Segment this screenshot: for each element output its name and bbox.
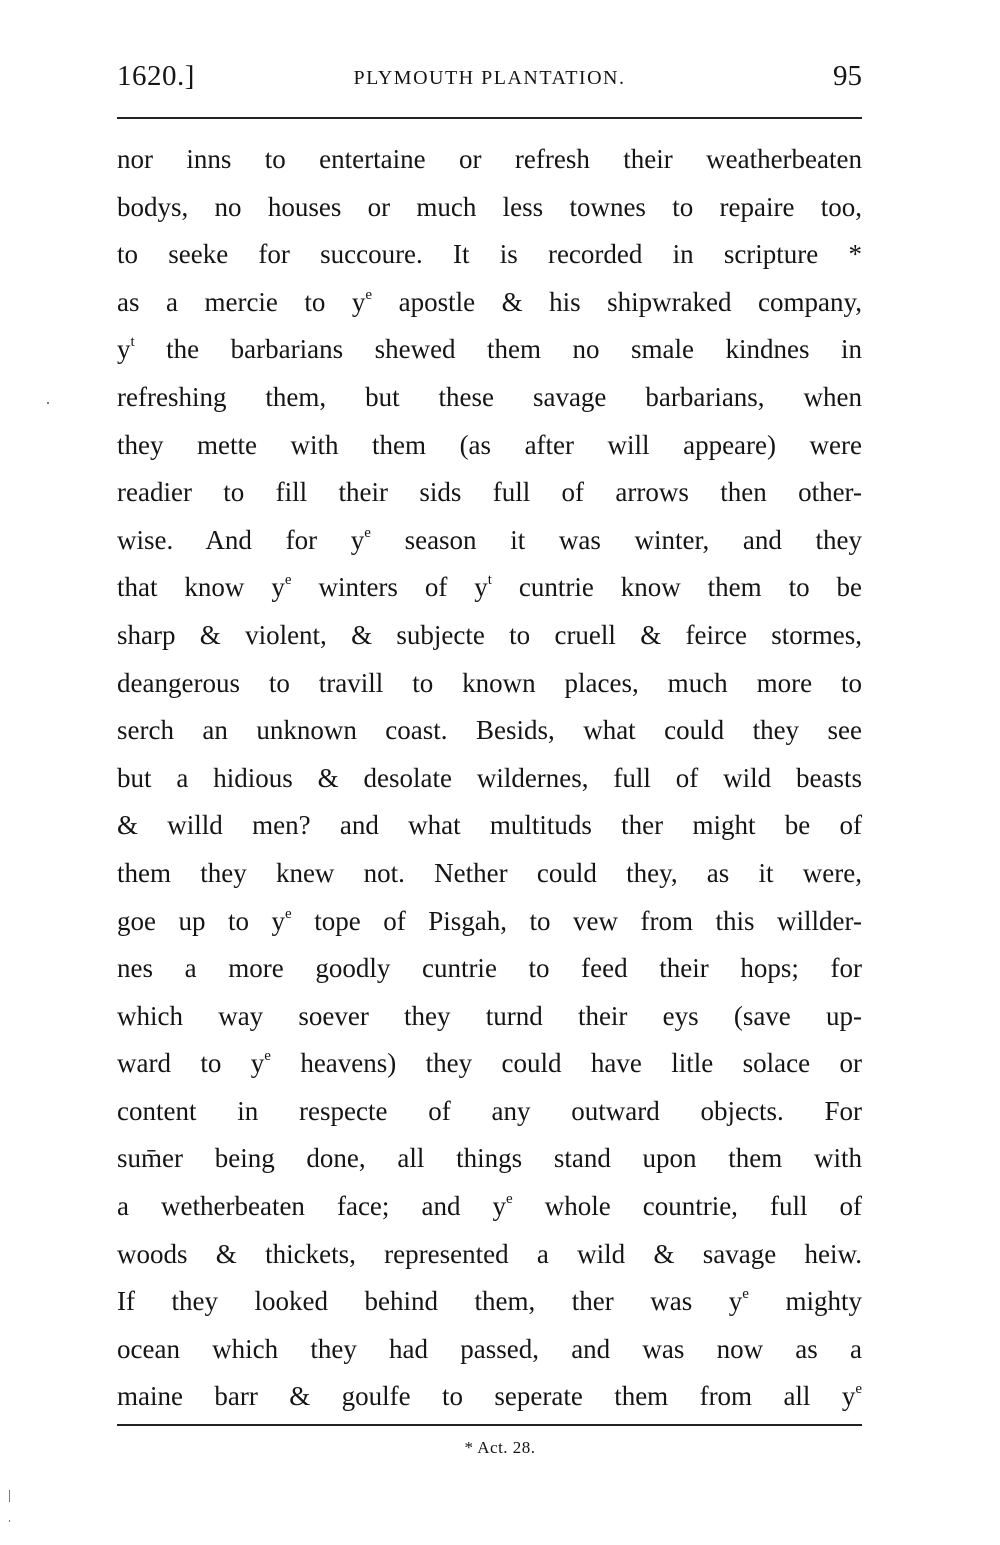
text-segment: & willd men? and what multituds ther might be of [117,810,862,841]
text-segment: they mette with them (as after will appeare) were [117,429,862,460]
text-segment: which way soever they turnd their eys (save up- [117,1000,862,1031]
text-line [117,1231,862,1279]
text-segment: sharp & violent, & subjecte to cruell & feirce stormes, [117,619,862,650]
text-segment: ocean which they had passed, and was now as a [117,1333,862,1364]
text-line [117,136,862,184]
text-segment: the barbarians shewed them no smale kindnes in [134,334,862,365]
text-line [117,1135,862,1183]
text-segment: readier to fill their sids full of arrows then other- [117,477,862,508]
text-segment: season it was winter, and they [370,524,862,555]
text-segment: wise. And for y [117,524,365,555]
text-line [117,326,862,374]
footnote: * Act. 28. [464,1438,536,1457]
text-segment: whole countrie, full of [512,1191,862,1222]
superscript-letter: e [285,905,292,922]
text-line [117,802,862,850]
superscript-letter: e [742,1286,749,1303]
superscript-letter: e [505,1191,513,1208]
text-segment: nes a more goodly cuntrie to feed their hops; for [117,953,862,984]
text-segment: to seeke for succoure. It is recorded in scripture * [117,239,862,270]
text-line [117,1326,862,1374]
text-segment: but a hidious & desolate wildernes, full of wild beasts [117,762,862,793]
text-segment: goe up to y [117,905,286,936]
footnote-rule [117,1424,862,1426]
text-line [117,1373,862,1421]
text-segment: heavens) they could have litle solace or [270,1048,862,1079]
text-line [117,469,862,517]
header-rule [117,117,862,119]
text-line [117,231,862,279]
text-segment: y [117,334,131,365]
superscript-letter: e [855,1381,862,1398]
text-segment: apostle & his shipwraked company, [372,286,862,317]
text-segment: bodys, no houses or much less townes to repaire too, [117,191,862,222]
superscript-letter: t [130,334,135,351]
text-segment: refreshing them, but these savage barbarians, when [117,381,862,412]
text-segment: a wetherbeaten face; and y [117,1191,506,1222]
superscript-letter: e [365,286,373,303]
text-segment: them they knew not. Nether could they, as it were, [117,857,862,888]
text-line [117,993,862,1041]
text-segment: deangerous to travill to known places, much more to [117,667,862,698]
running-head [117,60,862,100]
text-line [117,850,862,898]
text-line [117,564,862,612]
margin-speck [9,1520,10,1522]
text-segment: content in respecte of any outward objects. For [117,1095,862,1126]
text-segment: sum̄er being done, all things stand upon them with [117,1143,862,1174]
running-head-title: PLYMOUTH PLANTATION. [353,67,626,89]
text-line [117,898,862,946]
text-segment: that know y [117,572,285,603]
text-segment: tope of Pisgah, to vew from this willder- [291,905,862,936]
text-line [117,422,862,470]
text-segment: serch an unknown coast. Besids, what could they see [117,715,862,746]
text-line [117,279,862,327]
text-segment: as a mercie to y [117,286,366,317]
margin-speck [9,1490,10,1502]
text-line [117,517,862,565]
text-segment: nor inns to entertaine or refresh their weatherbeaten [117,144,862,174]
text-line [117,1088,862,1136]
superscript-letter: e [284,572,292,589]
text-segment: mighty [748,1286,862,1317]
superscript-letter: e [264,1048,271,1065]
text-line [117,612,862,660]
text-segment: cuntrie know them to be [491,572,862,603]
text-line [117,1040,862,1088]
running-head-year: 1620.] [117,60,195,92]
margin-speck [47,402,49,404]
text-segment: woods & thickets, represented a wild & savage heiw. [117,1238,862,1269]
text-line [117,660,862,708]
text-segment: winters of y [291,572,488,603]
text-segment: If they looked behind them, ther was y [117,1286,743,1317]
text-line [117,184,862,232]
superscript-letter: t [487,572,492,589]
text-line [117,707,862,755]
superscript-letter: e [364,524,371,541]
text-segment: ward to y [117,1048,265,1079]
text-line [117,755,862,803]
text-line [117,374,862,422]
body-text [117,136,862,1421]
page-number: 95 [833,60,862,92]
text-segment: maine barr & goulfe to seperate them from all y [117,1381,856,1412]
text-line [117,1278,862,1326]
text-line [117,1183,862,1231]
text-line [117,945,862,993]
